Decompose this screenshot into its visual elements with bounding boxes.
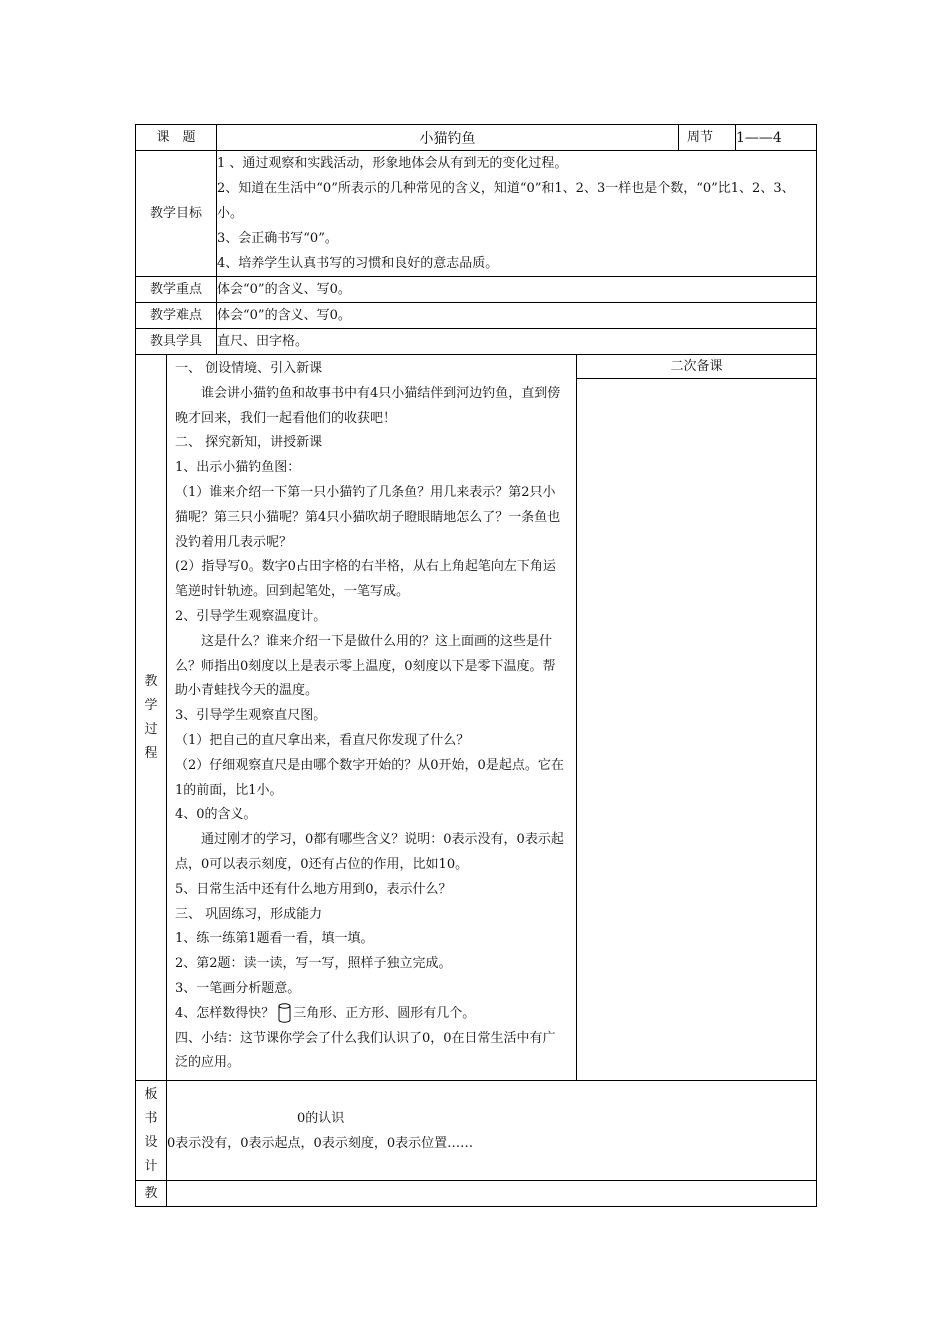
reflection-row [136,1181,817,1207]
process-label-char: 过 [144,721,158,737]
cylinder-icon [278,1003,291,1023]
process-paragraph: 1、练一练第1题看一看，填一填。 [175,931,374,947]
board-content [167,1081,817,1181]
section-heading: 三、 巩固练习，形成能力 [175,906,323,922]
secondary-prep-header: 二次备课 [577,355,816,379]
objectives-label: 教学目标 [136,151,217,277]
difficulty-label: 教学难点 [136,303,217,329]
key-point-label: 教学重点 [136,277,217,303]
process-paragraph: （1）谁来介绍一下第一只小猫钓了几条鱼？用几来表示？第2只小猫呢？第三只小猫呢？第4只小猫吹胡子瞪眼睛地怎么了？一条鱼也没钓着用几表示呢？ [175,484,561,550]
objective-line: 2、知道在生活中“0”所表示的几种常见的含义，知道“0”和1、2、3一样也是个数，“0”比1、2、3、小。 [217,181,795,221]
count-question: 4、怎样数得快？ [175,1005,275,1021]
process-paragraph: (2）指导写0。数字0占田字格的右半格，从右上角起笔向左下角运笔逆时针轨迹。回到起笔处，一笔写成。 [175,559,556,600]
process-paragraph: （1）把自己的直尺拿出来，看直尺你发现了什么？ [175,732,470,748]
process-paragraph: 这是什么？谁来介绍一下是做什么用的？这上面画的这些是什么？师指出0刻度以上是表示零上温度，0刻度以下是零下温度。帮助小青蛙找今天的温度。 [175,633,556,699]
process-paragraph: 4、0的含义。 [175,807,257,823]
topic-label: 课 题 [136,125,217,151]
process-label-char: 教 [144,673,158,689]
process-label-char: 学 [144,697,158,713]
key-point-value: 体会“0”的含义、写0。 [217,277,817,303]
board-label-char: 书 [144,1110,158,1126]
board-label-char: 设 [144,1134,158,1150]
process-label [136,355,167,1081]
reflection-content [167,1181,817,1207]
process-steps [167,355,577,1080]
tools-label: 教具学具 [136,329,217,355]
board-label-char: 板 [144,1086,158,1102]
section-heading: 一、 创设情境、引入新课 [175,361,323,376]
difficulty-value: 体会“0”的含义、写0。 [217,303,817,329]
board-label [136,1081,167,1181]
process-paragraph: 3、引导学生观察直尺图。 [175,708,327,724]
tools-row [136,329,817,355]
count-shapes-text: 三角形、正方形、圆形有几个。 [293,1005,476,1021]
objective-line: 1 、通过观察和实践活动，形象地体会从有到无的变化过程。 [217,156,568,171]
process-paragraph [175,1002,568,1027]
process-paragraph: 2、引导学生观察温度计。 [175,608,327,624]
topic-row [136,125,817,151]
lesson-plan-table [135,124,817,1207]
process-label-char: 程 [144,745,158,761]
board-label-char: 计 [144,1158,158,1174]
process-paragraph: 2、第2题：读一读，写一写，照样子独立完成。 [175,956,452,972]
reflection-label: 教 [136,1181,167,1207]
topic-value: 小猫钓鱼 [217,125,679,151]
process-row [136,355,817,1081]
board-text: 0表示没有，0表示起点，0表示刻度，0表示位置…… [167,1135,474,1151]
week-label: 周节 [679,125,736,151]
key-point-row [136,277,817,303]
process-paragraph: 3、一笔画分析题意。 [175,980,301,996]
objective-line: 3、会正确书写“0”。 [217,231,338,246]
process-paragraph: 5、日常生活中还有什么地方用到0，表示什么？ [175,881,452,897]
difficulty-row [136,303,817,329]
objectives-content [217,151,817,277]
board-row [136,1081,817,1181]
section-heading: 二、 探究新知，讲授新课 [175,435,323,451]
week-value: 1——4 [736,125,817,151]
objective-line: 4、培养学生认真书写的习惯和良好的意志品质。 [217,256,499,271]
process-paragraph: 谁会讲小猫钓鱼和故事书中有4只小猫结伴到河边钓鱼，直到傍晚才回来，我们一起看他们的收获吧！ [175,385,561,426]
process-paragraph: 四、小结：这节课你学会了什么我们认识了0，0在日常生活中有广泛的应用。 [175,1030,556,1071]
board-title: 0的认识 [297,1110,345,1126]
secondary-prep-column [577,355,816,1080]
process-paragraph: 通过刚才的学习，0都有哪些含义？说明：0表示没有，0表示起点，0可以表示刻度，0还有占位的作用，比如10。 [175,832,564,872]
objectives-row [136,151,817,277]
tools-value: 直尺、田字格。 [217,329,817,355]
process-paragraph: （2）仔细观察直尺是由哪个数字开始的？从0开始，0是起点。它在1的前面，比1小。 [175,757,564,798]
process-paragraph: 1、出示小猫钓鱼图： [175,460,301,476]
process-content [167,355,817,1081]
